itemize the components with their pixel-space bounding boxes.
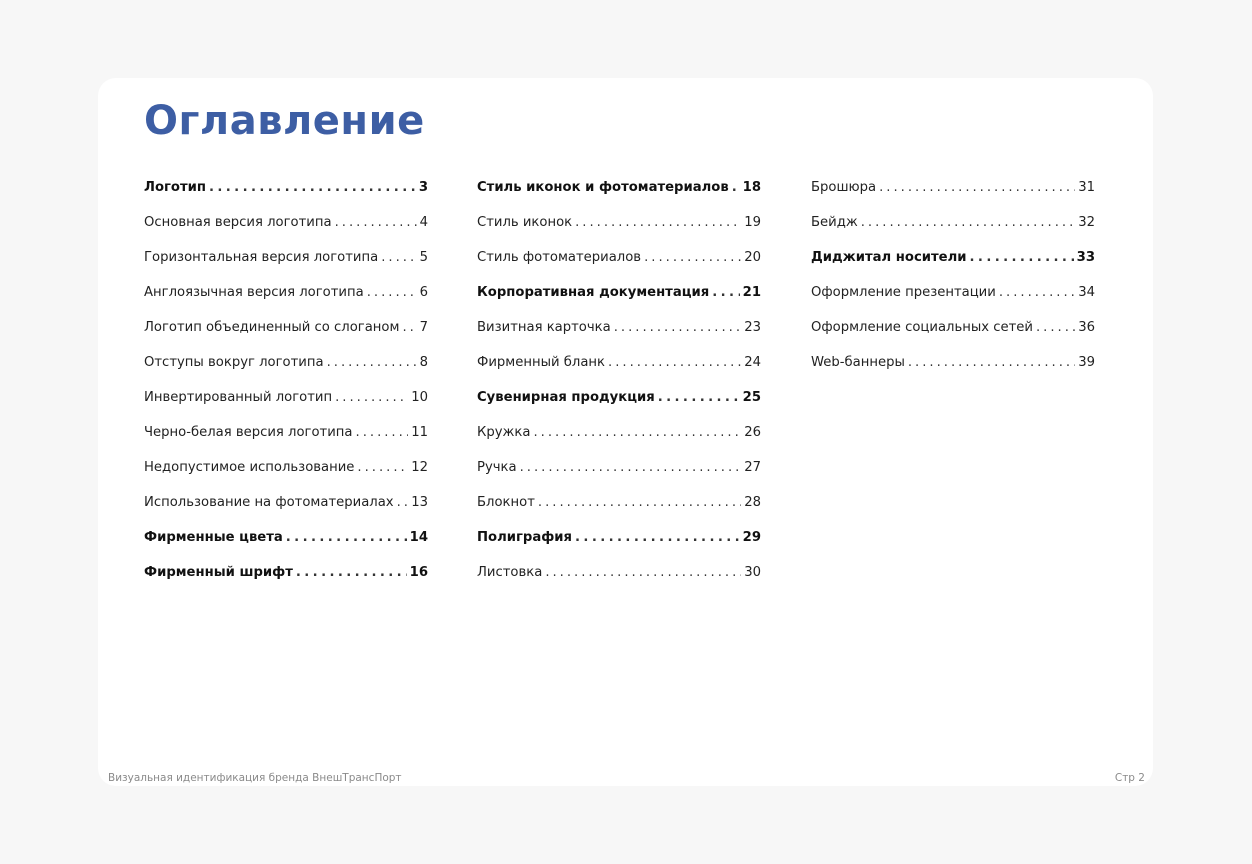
- toc-section-entry[interactable]: [144, 565, 428, 600]
- toc-entry[interactable]: [811, 320, 1095, 355]
- toc-entry[interactable]: [477, 495, 761, 530]
- toc-entry-page: 27: [744, 460, 761, 475]
- footer-brand-text: Визуальная идентификация бренда ВнешТрансПорт: [108, 772, 402, 784]
- toc-entry[interactable]: [144, 215, 428, 250]
- toc-entry-page: 11: [411, 425, 428, 440]
- toc-entry-label: Горизонтальная версия логотипа: [144, 250, 379, 265]
- toc-entry-page: 25: [742, 390, 761, 405]
- toc-dot-leader: [367, 285, 417, 300]
- toc-dot-leader: [520, 460, 742, 475]
- toc-entry[interactable]: [477, 565, 761, 600]
- toc-entry-page: 3: [418, 180, 428, 195]
- toc-entry[interactable]: [477, 250, 761, 285]
- toc-dot-leader: [712, 285, 739, 300]
- toc-entry-label: Стиль иконок: [477, 215, 573, 230]
- toc-entry-label: Фирменный шрифт: [144, 565, 293, 580]
- toc-dot-leader: [575, 530, 740, 545]
- toc-entry-label: Отступы вокруг логотипа: [144, 355, 324, 370]
- toc-entry[interactable]: [811, 215, 1095, 250]
- toc-dot-leader: [908, 355, 1075, 370]
- toc-dot-leader: [575, 215, 741, 230]
- toc-dot-leader: [545, 565, 741, 580]
- page-title: Оглавление: [144, 98, 425, 144]
- toc-entry-page: 14: [409, 530, 428, 545]
- toc-section-entry[interactable]: [144, 180, 428, 215]
- toc-entry-label: Бейдж: [811, 215, 858, 230]
- toc-section-entry[interactable]: [144, 530, 428, 565]
- toc-entry[interactable]: [144, 250, 428, 285]
- toc-entry-label: Web-баннеры: [811, 355, 905, 370]
- toc-dot-leader: [397, 495, 409, 510]
- toc-entry-page: 12: [411, 460, 428, 475]
- toc-section-entry[interactable]: [477, 530, 761, 565]
- toc-entry[interactable]: [477, 460, 761, 495]
- toc-dot-leader: [608, 355, 741, 370]
- toc-dot-leader: [1036, 320, 1075, 335]
- document-page: [98, 78, 1153, 786]
- toc-dot-leader: [879, 180, 1075, 195]
- toc-entry-page: 29: [742, 530, 761, 545]
- toc-section-entry[interactable]: [477, 285, 761, 320]
- toc-entry-label: Черно-белая версия логотипа: [144, 425, 353, 440]
- toc-dot-leader: [327, 355, 417, 370]
- toc-dot-leader: [381, 250, 416, 265]
- toc-dot-leader: [356, 425, 409, 440]
- toc-entry[interactable]: [477, 215, 761, 250]
- toc-entry[interactable]: [811, 285, 1095, 320]
- footer-page-number: Стр 2: [1114, 772, 1145, 784]
- toc-dot-leader: [538, 495, 741, 510]
- toc-entry-label: Брошюра: [811, 180, 877, 195]
- toc-dot-leader: [644, 250, 741, 265]
- toc-dot-leader: [970, 250, 1074, 265]
- toc-entry-label: Корпоративная документация: [477, 285, 710, 300]
- toc-entry-page: 21: [742, 285, 761, 300]
- toc-dot-leader: [402, 320, 416, 335]
- toc-entry-label: Логотип объединенный со слоганом: [144, 320, 400, 335]
- toc-column-1: [144, 180, 428, 600]
- toc-dot-leader: [614, 320, 742, 335]
- toc-dot-leader: [658, 390, 740, 405]
- toc-entry[interactable]: [477, 355, 761, 390]
- toc-section-entry[interactable]: [477, 180, 761, 215]
- toc-entry-label: Полиграфия: [477, 530, 573, 545]
- toc-entry-page: 16: [409, 565, 428, 580]
- toc-entry[interactable]: [811, 180, 1095, 215]
- toc-entry-label: Оформление социальных сетей: [811, 320, 1033, 335]
- toc-entry[interactable]: [144, 355, 428, 390]
- toc-entry-label: Диджитал носители: [811, 250, 967, 265]
- toc-entry-label: Основная версия логотипа: [144, 215, 332, 230]
- toc-entry-page: 34: [1078, 285, 1095, 300]
- toc-dot-leader: [209, 180, 416, 195]
- toc-dot-leader: [357, 460, 408, 475]
- toc-entry-page: 26: [744, 425, 761, 440]
- toc-dot-leader: [533, 425, 741, 440]
- toc-dot-leader: [335, 215, 417, 230]
- toc-entry-page: 13: [411, 495, 428, 510]
- toc-entry-page: 6: [419, 285, 428, 300]
- toc-entry[interactable]: [144, 320, 428, 355]
- toc-entry-page: 18: [742, 180, 761, 195]
- toc-entry[interactable]: [144, 495, 428, 530]
- toc-entry-label: Стиль иконок и фотоматериалов: [477, 180, 729, 195]
- toc-entry-page: 36: [1078, 320, 1095, 335]
- toc-entry-page: 23: [744, 320, 761, 335]
- toc-entry[interactable]: [477, 320, 761, 355]
- toc-entry-label: Кружка: [477, 425, 531, 440]
- toc-dot-leader: [286, 530, 407, 545]
- toc-entry-page: 5: [419, 250, 428, 265]
- toc-entry-label: Стиль фотоматериалов: [477, 250, 642, 265]
- toc-entry-label: Ручка: [477, 460, 517, 475]
- toc-column-3: [811, 180, 1095, 390]
- toc-dot-leader: [296, 565, 407, 580]
- toc-entry[interactable]: [144, 285, 428, 320]
- toc-entry-page: 19: [744, 215, 761, 230]
- toc-entry-page: 30: [744, 565, 761, 580]
- toc-entry[interactable]: [144, 460, 428, 495]
- toc-entry-page: 32: [1078, 215, 1095, 230]
- toc-entry[interactable]: [144, 425, 428, 460]
- toc-dot-leader: [999, 285, 1075, 300]
- toc-dot-leader: [861, 215, 1075, 230]
- toc-section-entry[interactable]: [811, 250, 1095, 285]
- toc-entry[interactable]: [144, 390, 428, 425]
- toc-dot-leader: [732, 180, 740, 195]
- toc-entry-page: 4: [419, 215, 428, 230]
- toc-entry-page: 20: [744, 250, 761, 265]
- toc-entry-label: Использование на фотоматериалах: [144, 495, 394, 510]
- toc-section-entry[interactable]: [477, 390, 761, 425]
- toc-entry-label: Недопустимое использование: [144, 460, 355, 475]
- toc-entry-page: 10: [411, 390, 428, 405]
- toc-entry-label: Листовка: [477, 565, 543, 580]
- toc-entry-label: Англоязычная версия логотипа: [144, 285, 364, 300]
- toc-entry-label: Оформление презентации: [811, 285, 996, 300]
- toc-entry-page: 28: [744, 495, 761, 510]
- toc-entry-page: 24: [744, 355, 761, 370]
- toc-entry-label: Блокнот: [477, 495, 535, 510]
- toc-entry-page: 7: [419, 320, 428, 335]
- toc-entry-label: Фирменные цвета: [144, 530, 283, 545]
- toc-entry-page: 31: [1078, 180, 1095, 195]
- toc-entry[interactable]: [811, 355, 1095, 390]
- toc-entry-label: Сувенирная продукция: [477, 390, 655, 405]
- toc-entry-label: Фирменный бланк: [477, 355, 606, 370]
- toc-dot-leader: [335, 390, 408, 405]
- toc-entry-page: 39: [1078, 355, 1095, 370]
- toc-entry-label: Инвертированный логотип: [144, 390, 333, 405]
- toc-entry-page: 8: [419, 355, 428, 370]
- toc-entry[interactable]: [477, 425, 761, 460]
- toc-entry-page: 33: [1076, 250, 1095, 265]
- toc-entry-label: Визитная карточка: [477, 320, 611, 335]
- toc-entry-label: Логотип: [144, 180, 206, 195]
- toc-column-2: [477, 180, 761, 600]
